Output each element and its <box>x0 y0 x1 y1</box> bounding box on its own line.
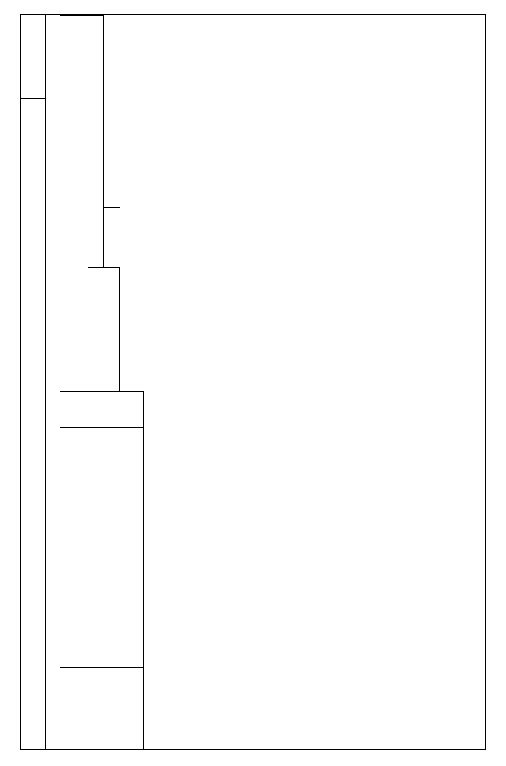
header-clave <box>60 391 144 427</box>
form-frame <box>20 14 486 750</box>
header-real <box>102 267 120 391</box>
header-year-2020-top <box>104 207 120 267</box>
header-upper-right <box>60 15 88 391</box>
header-plan <box>60 667 144 749</box>
header-prevision <box>88 15 104 267</box>
header-real-top <box>88 267 102 391</box>
header-balance <box>60 427 144 667</box>
header-band <box>21 15 46 749</box>
ficha-box <box>21 15 45 99</box>
balance-table <box>60 15 485 749</box>
